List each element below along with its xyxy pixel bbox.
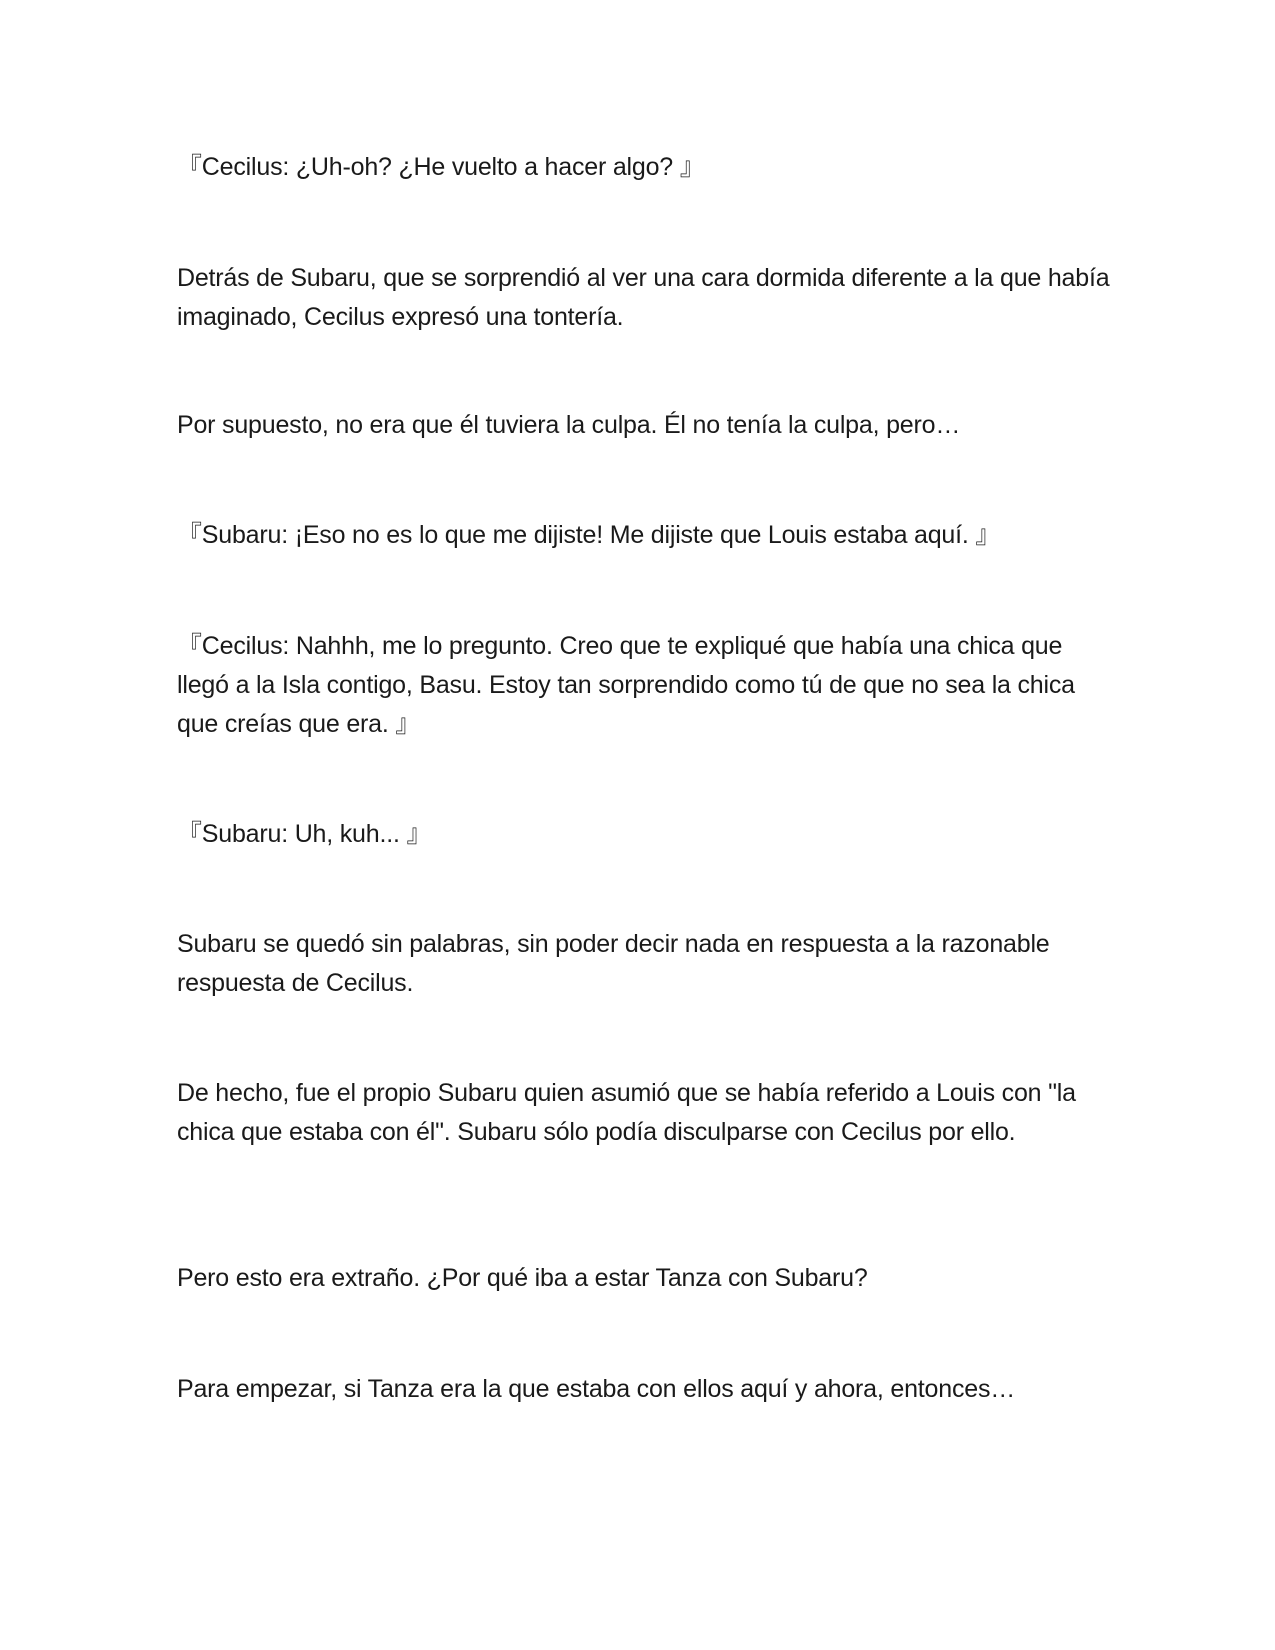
narration-paragraph-4: De hecho, fue el propio Subaru quien asumió que se había referido a Louis con "la chica que estaba con él". Subaru sólo podía disculparse con Cecilus por ello.	[177, 1079, 1076, 1146]
narration-paragraph-6: Para empezar, si Tanza era la que estaba con ellos aquí y ahora, entonces…	[177, 1375, 1016, 1403]
dialogue-cecilus-2: 『Cecilus: Nahhh, me lo pregunto. Creo que te expliqué que había una chica que llegó a la Isla contigo, Basu. Estoy tan sorprendido como tú de que no sea la chica que creías que era. 』	[177, 632, 1075, 738]
narration-paragraph-3: Subaru se quedó sin palabras, sin poder decir nada en respuesta a la razonable respuesta de Cecilus.	[177, 930, 1050, 997]
dialogue-cecilus-1: 『Cecilus: ¿Uh-oh? ¿He vuelto a hacer algo? 』	[177, 153, 705, 181]
dialogue-subaru-2: 『Subaru: Uh, kuh... 』	[177, 820, 432, 848]
narration-paragraph-1: Detrás de Subaru, que se sorprendió al ver una cara dormida diferente a la que había imaginado, Cecilus expresó una tontería.	[177, 264, 1110, 331]
narration-paragraph-5: Pero esto era extraño. ¿Por qué iba a estar Tanza con Subaru?	[177, 1264, 868, 1292]
dialogue-subaru-1: 『Subaru: ¡Eso no es lo que me dijiste! Me dijiste que Louis estaba aquí. 』	[177, 521, 1001, 549]
narration-paragraph-2: Por supuesto, no era que él tuviera la culpa. Él no tenía la culpa, pero…	[177, 411, 961, 439]
